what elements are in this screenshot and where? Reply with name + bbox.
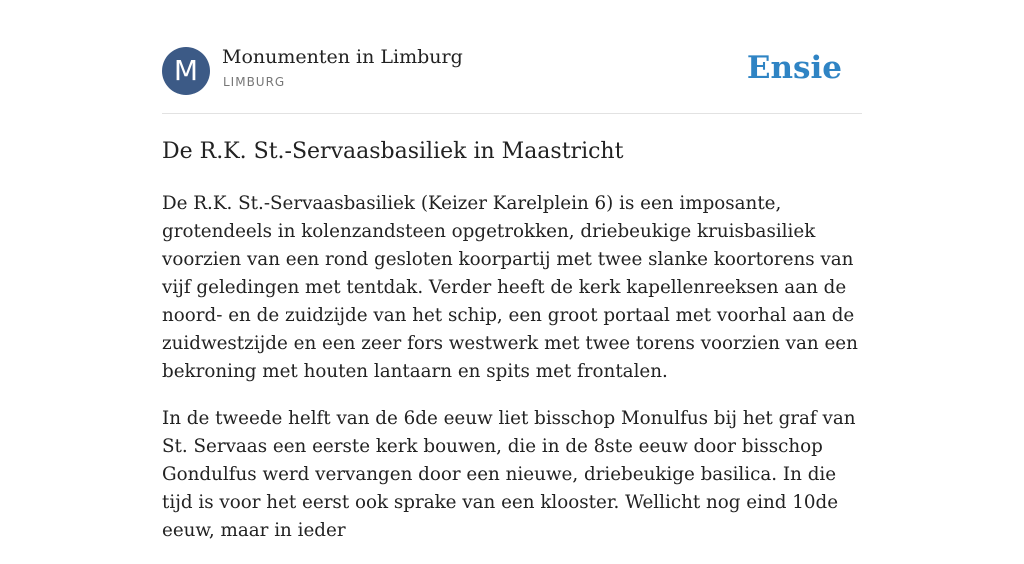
article-body: [162, 190, 862, 564]
source-title[interactable]: Monumenten in Limburg: [222, 46, 463, 68]
brand-logo[interactable]: Ensie: [746, 50, 842, 86]
page-container: [162, 0, 862, 541]
source-header: [162, 0, 862, 114]
article-paragraph: De R.K. St.-Servaasbasiliek (Keizer Karelplein 6) is een imposante, grotendeels in kolenzandsteen opgetrokken, driebeukige kruisbasiliek voorzien van een rond gesloten koorpartij met twee slanke koortorens van vijf geledingen met tentdak. Verder heeft de kerk kapellenreeksen aan de noord- en de zuidzijde van het schip, een groot portaal met voorhal aan de zuidwestzijde en een zeer fors westwerk met twee torens voorzien van een bekroning met houten lantaarn en spits met frontalen.: [162, 193, 858, 382]
page-title: De R.K. St.-Servaasbasiliek in Maastricht: [162, 139, 624, 164]
article-paragraph: In de tweede helft van de 6de eeuw liet bisschop Monulfus bij het graf van St. Servaas een eerste kerk bouwen, die in de 8ste eeuw door bisschop Gondulfus werd vervangen door een nieuwe, driebeukige basilica. In die tijd is voor het eerst ook sprake van een klooster. Wellicht nog eind 10de eeuw, maar in ieder: [162, 408, 856, 541]
avatar[interactable]: M: [162, 47, 210, 95]
source-subtitle[interactable]: LIMBURG: [223, 75, 286, 89]
